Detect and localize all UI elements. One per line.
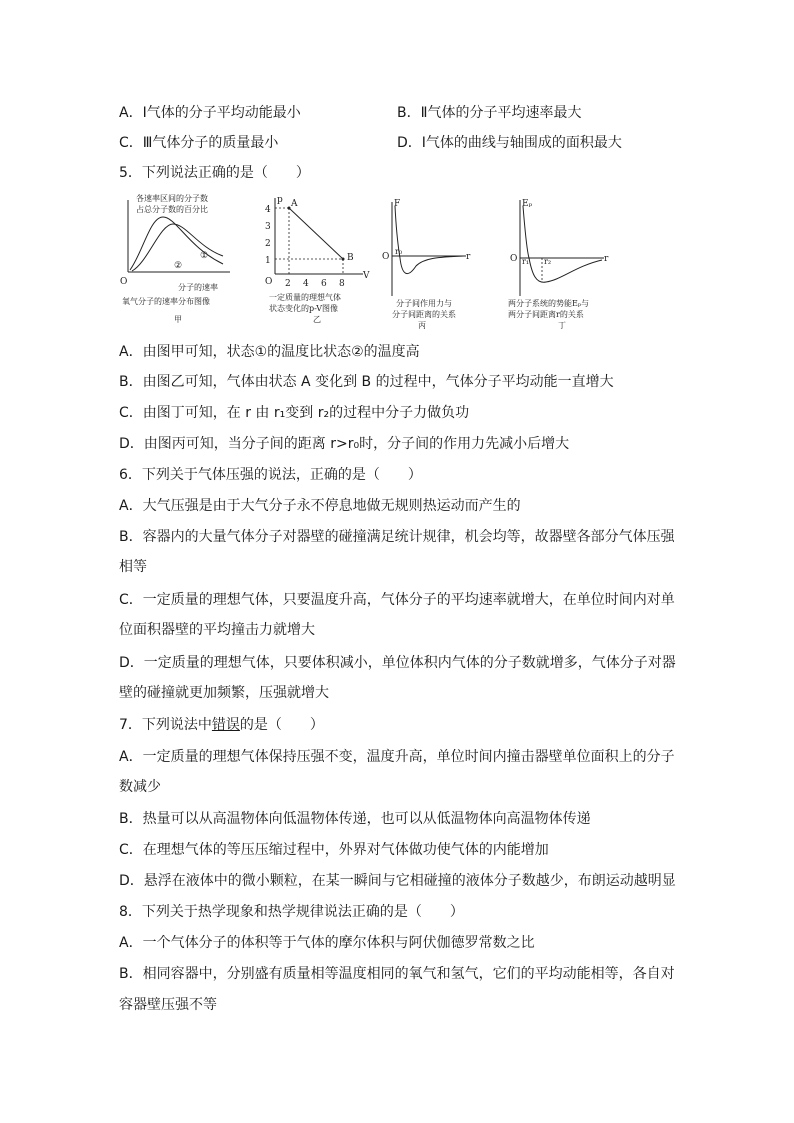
q6-option-b-line1: B．容器内的大量气体分子对器壁的碰撞满足统计规律，机会均等，故器壁各部分气体压强 <box>119 529 675 545</box>
q5-option-c: C．由图丁可知，在 r 由 r₁变到 r₂的过程中分子力做负功 <box>119 405 470 421</box>
q5-stem: 5．下列说法正确的是（ ） <box>119 165 310 181</box>
yi-v-label: V <box>363 271 370 281</box>
yi-point-b <box>342 258 345 261</box>
yi-tick-x: 2 <box>285 279 291 289</box>
q7-option-a-line2: 数减少 <box>119 779 161 795</box>
q7-option-b: B．热量可以从高温物体向低温物体传递，也可以从低温物体向高温物体传递 <box>119 811 591 827</box>
q4-option-c: C．Ⅲ气体分子的质量最小 <box>119 135 279 151</box>
q7-stem-suffix: 的是（ ） <box>239 717 324 733</box>
figure-yi <box>263 192 373 332</box>
yi-tick-y: 2 <box>265 239 271 249</box>
q6-option-b-line2: 相等 <box>119 559 147 575</box>
bing-origin: O <box>382 252 390 262</box>
yi-tick-y: 4 <box>265 205 271 215</box>
q4-option-b: B．Ⅱ气体的分子平均速率最大 <box>397 105 582 121</box>
q5-option-a: A．由图甲可知，状态①的温度比状态②的温度高 <box>119 344 420 360</box>
ding-r2-label: r₂ <box>544 257 552 266</box>
yi-origin: O <box>265 277 273 287</box>
q8-option-b-line2: 容器壁压强不等 <box>119 997 217 1013</box>
jia-ylabel-2: 占总分子数的百分比 <box>136 205 208 214</box>
ding-ep-label: Eₚ <box>522 199 533 209</box>
q5-option-b: B．由图乙可知，气体由状态 A 变化到 B 的过程中，气体分子平均动能一直增大 <box>119 374 614 390</box>
q6-option-c-line2: 位面积器壁的平均撞击力就增大 <box>119 622 315 638</box>
q5-option-d: D．由图丙可知，当分子间的距离 r>r₀时，分子间的作用力先减小后增大 <box>119 436 570 452</box>
yi-caption-label: 乙 <box>313 315 321 324</box>
q7-option-c: C．在理想气体的等压压缩过程中，外界对气体做功使气体的内能增加 <box>119 842 549 858</box>
q4-option-a: A．Ⅰ气体的分子平均动能最小 <box>119 105 301 121</box>
q8-stem: 8．下列关于热学现象和热学规律说法正确的是（ ） <box>119 904 464 920</box>
bing-caption-label: 丙 <box>418 321 426 330</box>
jia-origin: O <box>120 277 128 287</box>
bing-f-label: F <box>394 199 401 209</box>
bing-caption-1: 分子间作用力与 <box>396 299 452 308</box>
q7-stem-prefix: 7．下列说法中 <box>119 717 212 733</box>
q7-stem-emphasis: 错误 <box>211 717 240 733</box>
ding-r1-label: r₁ <box>522 257 530 266</box>
q7-stem <box>119 715 324 735</box>
ding-caption-1: 两分子系统的势能Eₚ与 <box>508 299 590 308</box>
figure-ding <box>506 196 626 332</box>
figure-jia <box>118 192 248 332</box>
yi-caption-2: 状态变化的p-V图像 <box>269 304 339 313</box>
q4-option-d: D．Ⅰ气体的曲线与轴围成的面积最大 <box>397 135 622 151</box>
bing-curve <box>395 206 464 274</box>
yi-p-label: p <box>277 195 283 205</box>
jia-curve-2-label: ② <box>174 261 183 271</box>
q7-option-d: D．悬浮在液体中的微小颗粒，在某一瞬间与它相碰撞的液体分子数越少，布朗运动越明显 <box>119 873 676 889</box>
yi-tick-x: 6 <box>321 279 327 289</box>
jia-caption: 氧气分子的速率分布图像 <box>122 297 210 306</box>
yi-caption-1: 一定质量的理想气体 <box>269 293 341 302</box>
yi-tick-y: 3 <box>265 222 271 232</box>
yi-tick-y: 1 <box>265 256 271 266</box>
jia-caption-label: 甲 <box>174 315 182 324</box>
q6-option-c-line1: C．一定质量的理想气体，只要温度升高，气体分子的平均速率就增大，在单位时间内对单 <box>119 592 675 608</box>
ding-origin: O <box>510 254 518 264</box>
q6-option-d-line2: 壁的碰撞就更加频繁，压强就增大 <box>119 685 329 701</box>
ding-caption-label: 丁 <box>558 321 566 330</box>
jia-xlabel: 分子的速率 <box>178 283 218 292</box>
ding-caption-2: 两分子间距离r的关系 <box>508 310 584 319</box>
q8-option-a: A．一个气体分子的体积等于气体的摩尔体积与阿伏伽德罗常数之比 <box>119 935 535 951</box>
bing-r0-label: r₀ <box>395 247 403 256</box>
jia-ylabel-1: 各速率区间的分子数 <box>136 194 208 203</box>
q6-stem: 6．下列关于气体压强的说法，正确的是（ ） <box>119 467 422 483</box>
bing-caption-2: 分子间距离的关系 <box>392 310 456 319</box>
figure-bing <box>378 196 488 332</box>
yi-tick-x: 4 <box>303 279 309 289</box>
yi-label-b: B <box>347 253 354 263</box>
yi-tick-x: 8 <box>339 279 345 289</box>
yi-label-a: A <box>291 199 298 209</box>
bing-r-label: r <box>466 252 471 262</box>
q6-option-a: A．大气压强是由于大气分子永不停息地做无规则热运动而产生的 <box>119 498 521 514</box>
ding-r-label: r <box>604 254 609 264</box>
q7-option-a-line1: A．一定质量的理想气体保持压强不变，温度升高，单位时间内撞击器壁单位面积上的分子 <box>119 749 675 765</box>
ding-curve <box>523 206 602 282</box>
yi-process-line <box>289 208 343 259</box>
jia-curve-1-label: ① <box>200 251 209 261</box>
q8-option-b-line1: B．相同容器中，分别盛有质量相等温度相同的氧气和氢气，它们的平均动能相等，各自对 <box>119 966 675 982</box>
q6-option-d-line1: D．一定质量的理想气体，只要体积减小，单位体积内气体的分子数就增多，气体分子对器 <box>119 655 676 671</box>
